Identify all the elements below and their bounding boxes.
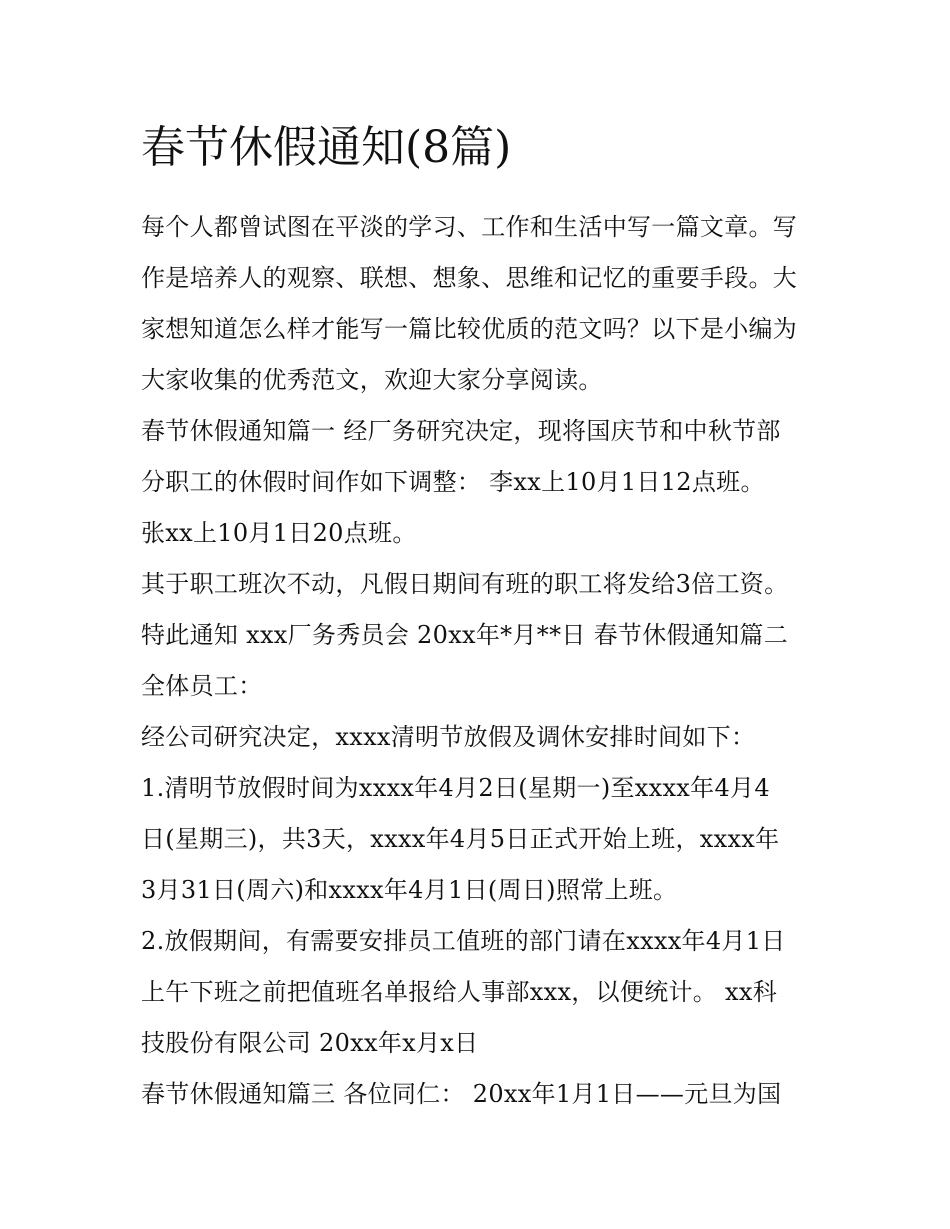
- text-line: 作是培养人的观察、联想、想象、思维和记忆的重要手段。大: [141, 264, 798, 292]
- text-line: 经公司研究决定，xxxx清明节放假及调休安排时间如下：: [141, 723, 756, 751]
- text-line: 大家收集的优秀范文，欢迎大家分享阅读。: [141, 366, 603, 394]
- text-line: 特此通知 xxx厂务秀员会 20xx年*月**日 春节休假通知篇二: [141, 621, 788, 649]
- document-body: [141, 202, 821, 1120]
- text-line: 2.放假期间，有需要安排员工值班的部门请在xxxx年4月1日: [141, 927, 786, 955]
- text-line: 家想知道怎么样才能写一篇比较优质的范文吗？以下是小编为: [141, 315, 798, 343]
- text-line: 其于职工班次不动，凡假日期间有班的职工将发给3倍工资。: [141, 570, 789, 598]
- text-line: 1.清明节放假时间为xxxx年4月2日(星期一)至xxxx年4月4: [141, 774, 770, 802]
- text-line: 分职工的休假时间作如下调整： 李xx上10月1日12点班。: [141, 468, 765, 496]
- text-line: 上午下班之前把值班名单报给人事部xxx，以便统计。 xx科: [141, 978, 778, 1006]
- text-line: 春节休假通知篇三 各位同仁： 20xx年1月1日——元旦为国: [141, 1080, 782, 1108]
- text-line: 日(星期三)，共3天，xxxx年4月5日正式开始上班，xxxx年: [141, 825, 780, 853]
- text-line: 张xx上10月1日20点班。: [141, 519, 417, 547]
- text-line: 全体员工：: [141, 672, 263, 700]
- document-title: 春节休假通知(8篇): [141, 122, 512, 173]
- text-line: 3月31日(周六)和xxxx年4月1日(周日)照常上班。: [141, 876, 678, 904]
- text-line: 每个人都曾试图在平淡的学习、工作和生活中写一篇文章。写: [141, 213, 798, 241]
- text-line: 春节休假通知篇一 经厂务研究决定，现将国庆节和中秋节部: [141, 417, 781, 445]
- text-line: 技股份有限公司 20xx年x月x日: [141, 1029, 479, 1057]
